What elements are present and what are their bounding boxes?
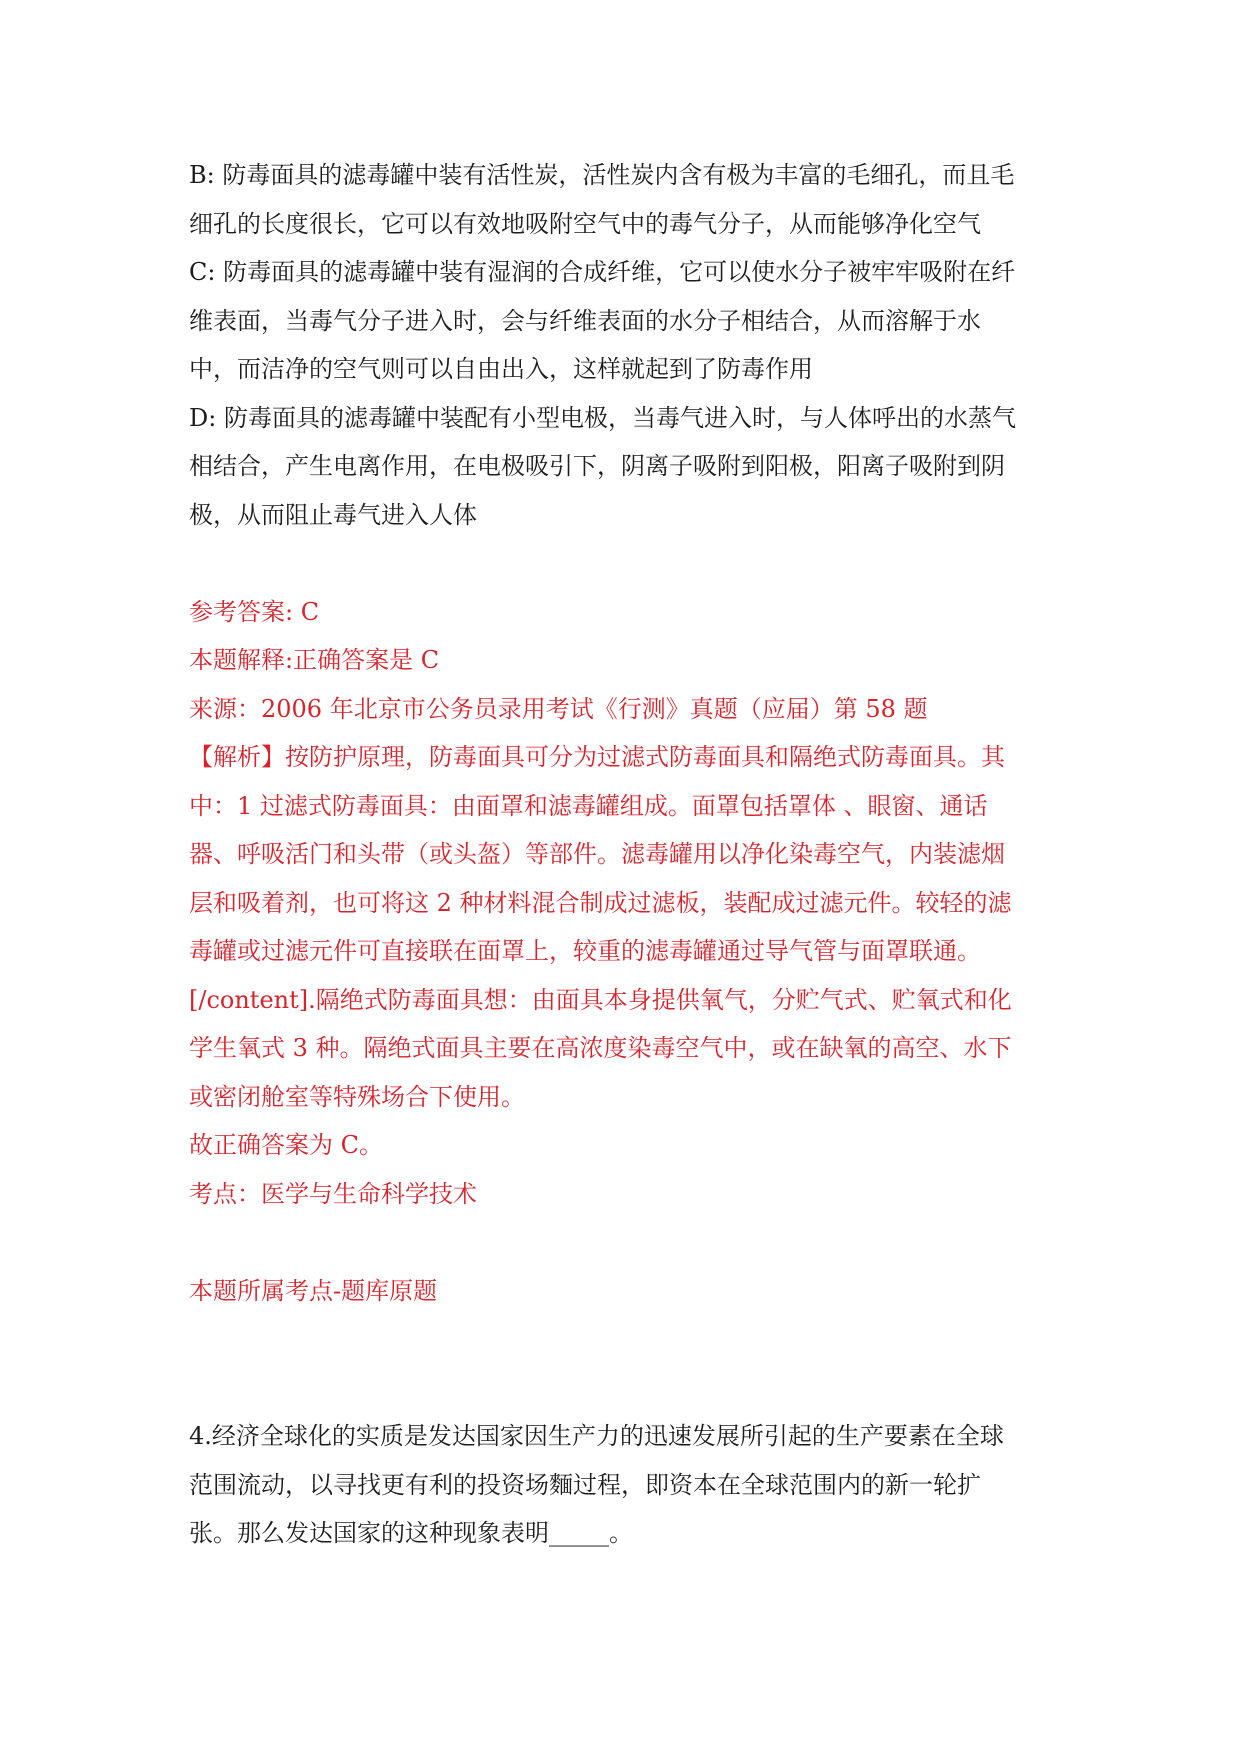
reference-answer: 参考答案: C bbox=[189, 598, 320, 626]
option-c-line-2: 维表面，当毒气分子进入时，会与纤维表面的水分子相结合，从而溶解于水 bbox=[189, 307, 981, 335]
analysis-line-8: 或密闭舱室等特殊场合下使用。 bbox=[189, 1083, 525, 1111]
question-4-line-1: 4.经济全球化的实质是发达国家因生产力的迅速发展所引起的生产要素在全球 bbox=[189, 1422, 1004, 1450]
answer-source: 来源：2006 年北京市公务员录用考试《行测》真题（应届）第 58 题 bbox=[189, 695, 928, 723]
answer-explanation: 本题解释:正确答案是 C bbox=[189, 646, 440, 674]
analysis-line-2: 中：1 过滤式防毒面具：由面罩和滤毒罐组成。面罩包括罩体 、眼窗、通话 bbox=[189, 792, 988, 820]
answer-category: 本题所属考点-题库原题 bbox=[189, 1277, 438, 1305]
analysis-line-6: [/content].隔绝式防毒面具想：由面具本身提供氧气，分贮气式、贮氧式和化 bbox=[189, 986, 1012, 1014]
question-4-line-3: 张。那么发达国家的这种现象表明_____。 bbox=[189, 1519, 633, 1547]
option-d-line-3: 极，从而阻止毒气进入人体 bbox=[189, 501, 477, 529]
analysis-line-1: 【解析】按防护原理，防毒面具可分为过滤式防毒面具和隔绝式防毒面具。其 bbox=[189, 743, 1005, 771]
answer-conclusion: 故正确答案为 C。 bbox=[189, 1131, 383, 1159]
analysis-line-3: 器、呼吸活门和头带（或头盔）等部件。滤毒罐用以净化染毒空气，内装滤烟 bbox=[189, 840, 1005, 868]
answer-topic: 考点：医学与生命科学技术 bbox=[189, 1180, 477, 1208]
option-d-line-1: D: 防毒面具的滤毒罐中装配有小型电极，当毒气进入时，与人体呼出的水蒸气 bbox=[189, 404, 1016, 432]
option-b-line-2: 细孔的长度很长，它可以有效地吸附空气中的毒气分子，从而能够净化空气 bbox=[189, 210, 981, 238]
analysis-line-7: 学生氧式 3 种。隔绝式面具主要在高浓度染毒空气中，或在缺氧的高空、水下 bbox=[189, 1034, 1012, 1062]
analysis-line-4: 层和吸着剂，也可将这 2 种材料混合制成过滤板，装配成过滤元件。较轻的滤 bbox=[189, 889, 1012, 917]
option-b-line-1: B: 防毒面具的滤毒罐中装有活性炭，活性炭内含有极为丰富的毛细孔，而且毛 bbox=[189, 161, 1015, 189]
option-c-line-1: C: 防毒面具的滤毒罐中装有湿润的合成纤维，它可以使水分子被牢牢吸附在纤 bbox=[189, 258, 1016, 286]
analysis-line-5: 毒罐或过滤元件可直接联在面罩上，较重的滤毒罐通过导气管与面罩联通。 bbox=[189, 937, 981, 965]
option-c-line-3: 中，而洁净的空气则可以自由出入，这样就起到了防毒作用 bbox=[189, 355, 813, 383]
question-4-line-2: 范围流动，以寻找更有利的投资场麵过程，即资本在全球范围内的新一轮扩 bbox=[189, 1471, 981, 1499]
option-d-line-2: 相结合，产生电离作用，在电极吸引下，阴离子吸附到阳极，阳离子吸附到阴 bbox=[189, 452, 1005, 480]
